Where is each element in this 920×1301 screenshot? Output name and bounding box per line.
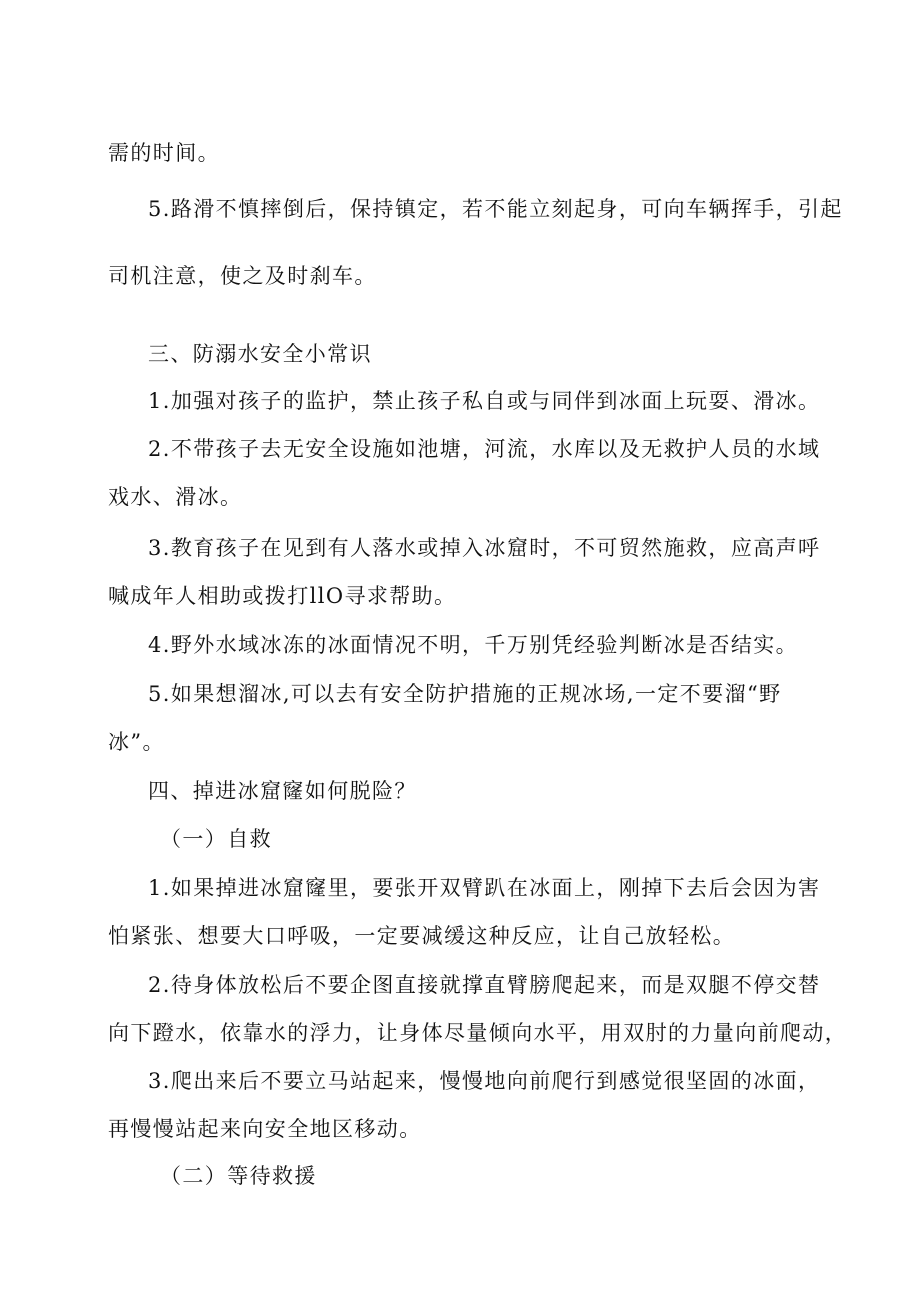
text-line: 再慢慢站起来向安全地区移动。 (108, 1117, 422, 1141)
text-line: 5.路滑不慎摔倒后，保持镇定，若不能立刻起身，可向车辆挥手，引起 (148, 197, 843, 221)
text-line: 喊成年人相助或拨打llO寻求帮助。 (108, 584, 457, 608)
subsection-heading: （一）自救 (160, 827, 272, 851)
text-line: 司机注意，使之及时刹车。 (108, 264, 377, 288)
subsection-heading: （二）等待救援 (160, 1164, 317, 1188)
section-heading: 三、防溺水安全小常识 (148, 342, 372, 366)
text-line: 戏水、滑冰。 (108, 485, 243, 509)
text-line: 怕紧张、想要大口呼吸，一定要减缓这种反应，让自己放轻松。 (108, 924, 736, 948)
text-line: 冰”。 (108, 730, 165, 754)
list-item: 1.如果掉进冰窟窿里，要张开双臂趴在冰面上，刚掉下去后会因为害 (148, 876, 821, 900)
list-item: 2.待身体放松后不要企图直接就撑直臂膀爬起来，而是双腿不停交替 (148, 973, 821, 997)
list-item: 3.教育孩子在见到有人落水或掉入冰窟时，不可贸然施救，应高声呼 (148, 536, 821, 560)
list-item: 1.加强对孩子的监护，禁止孩子私自或与同伴到冰面上玩耍、滑冰。 (148, 389, 821, 413)
list-item: 3.爬出来后不要立马站起来，慢慢地向前爬行到感觉很坚固的冰面， (148, 1069, 821, 1093)
list-item: 4.野外水域冰冻的冰面情况不明，千万别凭经验判断冰是否结实。 (148, 633, 799, 657)
text-line: 向下蹬水，依靠水的浮力，让身体尽量倾向水平，用双肘的力量向前爬动， (108, 1021, 848, 1045)
section-heading: 四、掉进冰窟窿如何脱险？ (148, 779, 417, 803)
text-line: 需的时间。 (108, 141, 220, 165)
list-item: 2.不带孩子去无安全设施如池塘，河流，水库以及无救护人员的水域 (148, 437, 821, 461)
list-item: 5.如果想溜冰,可以去有安全防护措施的正规冰场,一定不要溜“野 (148, 682, 782, 706)
